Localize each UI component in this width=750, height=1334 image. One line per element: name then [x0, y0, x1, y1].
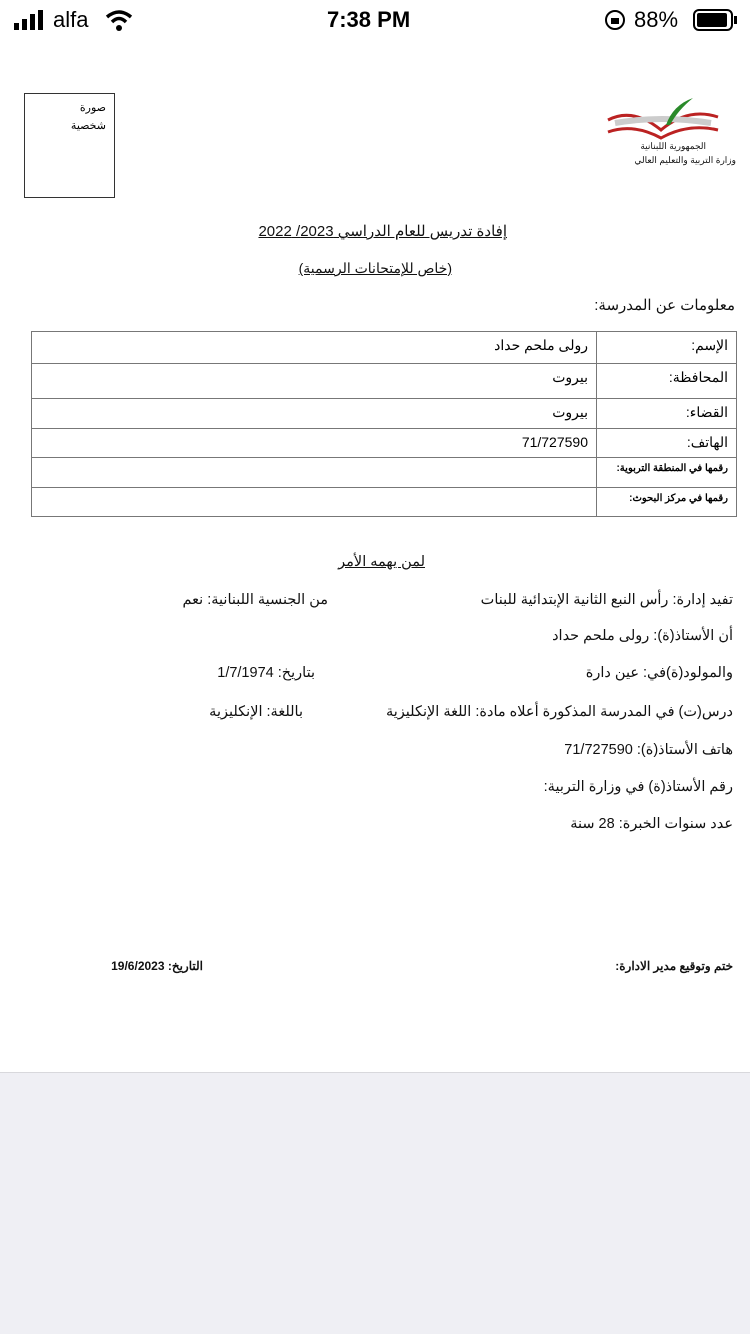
value: رولى ملحم حداد: [32, 332, 597, 364]
school-info-heading: معلومات عن المدرسة:: [594, 297, 735, 314]
label: رقمها في المنطقة التربوية:: [597, 458, 737, 488]
subject-line: درس(ت) في المدرسة المذكورة أعلاه مادة: اللغة الإنكليزية: [385, 704, 733, 720]
signal-icon: [14, 10, 48, 36]
logo-line1: الجمهورية اللبنانية: [640, 141, 706, 151]
photo-box: [24, 93, 115, 198]
value: بيروت: [32, 399, 597, 429]
page-title: إفادة تدريس للعام الدراسي 2023/ 2022: [258, 223, 507, 240]
document-page: [0, 40, 750, 1073]
value: [32, 488, 597, 517]
label: المحافظة:: [597, 364, 737, 399]
ministry-logo: [598, 95, 738, 175]
orientation-lock-icon: [604, 9, 626, 37]
logo-line2: وزارة التربية والتعليم العالي: [634, 155, 736, 165]
label: رقمها في مركز البحوث:: [597, 488, 737, 517]
battery-percent: 88%: [634, 7, 679, 32]
page-subtitle: (خاص للإمتحانات الرسمية): [298, 260, 452, 276]
value: بيروت: [32, 364, 597, 399]
teacher-line: أن الأستاذ(ة): رولى ملحم حداد: [552, 628, 733, 644]
birthdate-line: بتاريخ: 1/7/1974: [217, 665, 315, 681]
wifi-icon: [105, 9, 133, 37]
photo-label: صورة: [79, 102, 106, 114]
signature-label: ختم وتوقيع مدير الادارة:: [615, 959, 733, 973]
label: الهاتف:: [597, 429, 737, 458]
nationality-line: من الجنسية اللبنانية: نعم: [182, 592, 328, 608]
battery-icon: [693, 9, 739, 37]
phone-line: هاتف الأستاذ(ة): 71/727590: [564, 742, 733, 758]
experience-line: عدد سنوات الخبرة: 28 سنة: [570, 816, 733, 832]
label: القضاء:: [597, 399, 737, 429]
value: [32, 458, 597, 488]
birthplace-line: والمولود(ة)في: عين دارة: [585, 665, 733, 681]
school-info-table: [31, 331, 737, 517]
language-line: باللغة: الإنكليزية: [209, 704, 303, 720]
photo-label: شخصية: [70, 120, 106, 132]
clock: 7:38 PM: [327, 7, 411, 32]
carrier: alfa: [53, 7, 89, 32]
ministry-number-line: رقم الأستاذ(ة) في وزارة التربية:: [543, 779, 733, 795]
value: 71/727590: [32, 429, 597, 458]
admin-line: تفيد إدارة: رأس النبع الثانية الإبتدائية للبنات: [480, 592, 733, 608]
status-bar: [0, 0, 750, 40]
label: الإسم:: [597, 332, 737, 364]
to-whom-heading: لمن يهمه الأمر: [338, 554, 425, 570]
document-date: التاريخ: 19/6/2023: [111, 959, 203, 973]
